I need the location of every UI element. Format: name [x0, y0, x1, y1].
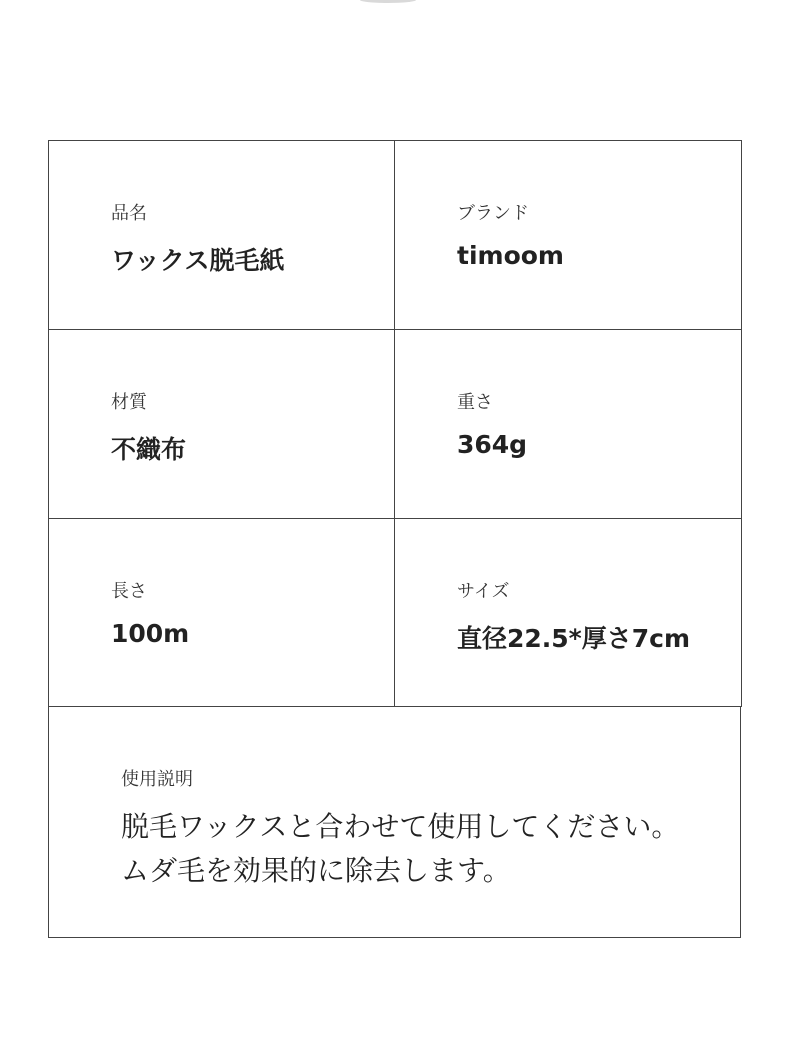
- spec-value: 364g: [457, 430, 528, 459]
- spec-cell-brand: [394, 140, 742, 329]
- spec-cell-product-name: [48, 140, 394, 329]
- spec-cell-size: [394, 518, 742, 707]
- spec-label: 重さ: [457, 392, 493, 413]
- spec-label: 材質: [111, 392, 147, 413]
- top-decoration: [360, 0, 416, 3]
- spec-value: timoom: [457, 241, 564, 270]
- spec-label: サイズ: [457, 581, 510, 602]
- spec-row: [48, 140, 742, 329]
- usage-line: ムダ毛を効果的に除去します。: [121, 854, 511, 887]
- spec-row: [48, 329, 742, 518]
- spec-cell-weight: [394, 329, 742, 518]
- spec-label: 品名: [111, 203, 147, 224]
- usage-line: 脱毛ワックスと合わせて使用してください。: [121, 810, 680, 843]
- spec-cell-length: [48, 518, 394, 707]
- spec-value: ワックス脱毛紙: [111, 246, 285, 275]
- spec-cell-material: [48, 329, 394, 518]
- usage-instructions: [48, 706, 741, 938]
- usage-label: 使用説明: [121, 769, 193, 790]
- spec-value: 直径22.5*厚さ7cm: [457, 624, 691, 653]
- spec-table: [48, 140, 742, 707]
- spec-row: [48, 518, 742, 707]
- spec-value: 不織布: [111, 435, 187, 464]
- usage-text: [121, 805, 679, 893]
- spec-label: 長さ: [111, 581, 147, 602]
- spec-value: 100m: [111, 619, 190, 648]
- spec-label: ブランド: [457, 203, 529, 224]
